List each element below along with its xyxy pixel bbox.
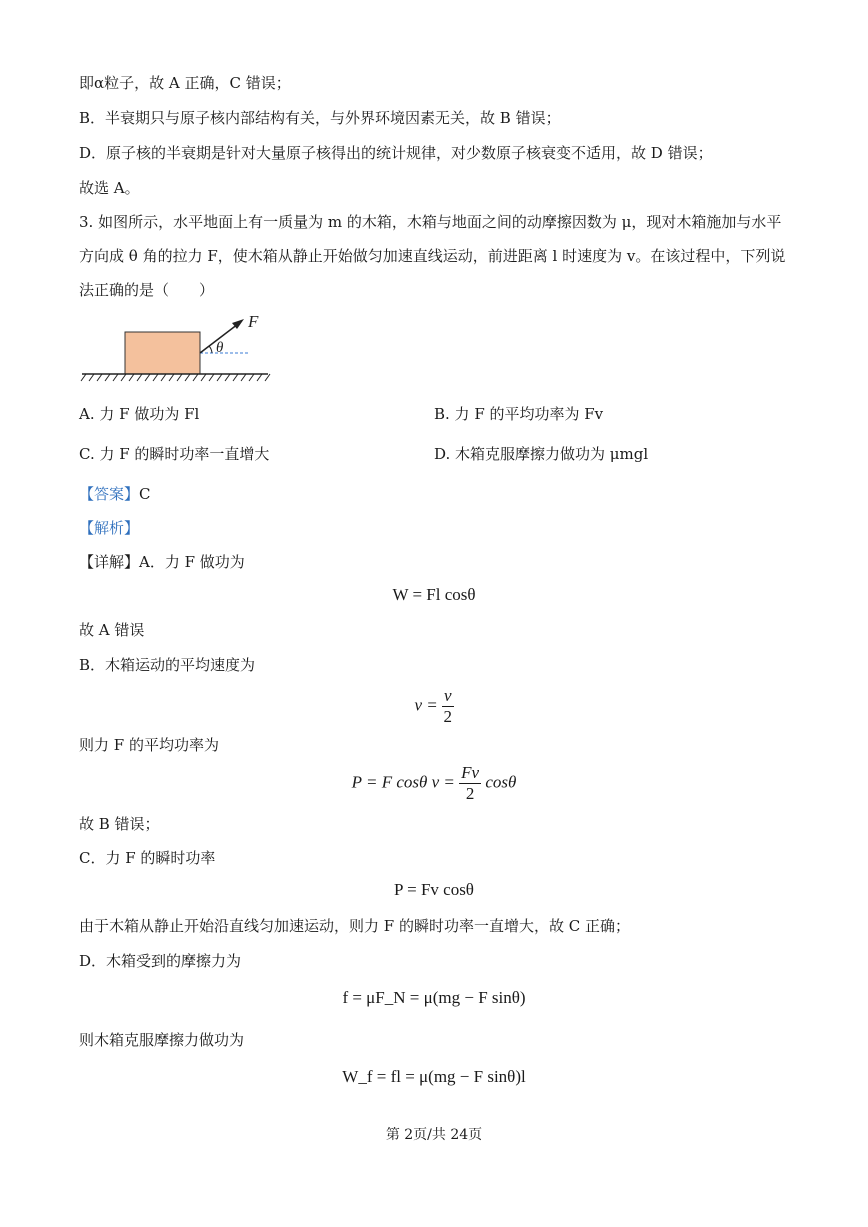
ground-hatching <box>81 374 270 381</box>
page-footer: 第 2页/共 24页 <box>385 1127 483 1143</box>
equation-average-power <box>0 763 868 804</box>
option-a[interactable]: A. 力 F 做功为 Fl <box>79 405 200 423</box>
option-b[interactable]: B. 力 F 的平均功率为 Fv <box>434 405 604 423</box>
question-3-line-3: 法正确的是（ ） <box>79 281 215 299</box>
detail-c-conclusion: 由于木箱从静止开始沿直线匀加速运动，则力 F 的瞬时功率一直增大，故 C 正确； <box>79 917 630 935</box>
equation-friction-work: W_f = fl = μ(mg − F sinθ)l <box>342 1067 526 1086</box>
equation-friction: f = μF_N = μ(mg − F sinθ) <box>342 988 526 1007</box>
force-label: F <box>248 312 259 331</box>
analysis-tag: 【解析】 <box>79 519 140 537</box>
eq3-denominator: 2 <box>465 784 475 803</box>
option-c[interactable]: C. 力 F 的瞬时功率一直增大 <box>79 445 270 463</box>
option-d[interactable]: D. 木箱克服摩擦力做功为 μmgl <box>434 445 649 463</box>
equation-instant-power: P = Fv cosθ <box>394 880 474 899</box>
eq2-fraction <box>442 686 454 727</box>
detail-c-intro: C．力 F 的瞬时功率 <box>79 849 216 867</box>
equation-average-velocity <box>0 686 868 727</box>
detail-d-mid: 则木箱克服摩擦力做功为 <box>79 1031 245 1049</box>
text-line-choose-a: 故选 A。 <box>79 179 140 197</box>
detail-tag: 【详解】 <box>79 553 140 571</box>
detail-a-intro <box>79 552 245 572</box>
eq3-numerator: Fv <box>461 763 480 782</box>
answer-tag: 【答案】 <box>79 485 140 503</box>
answer-row <box>79 484 151 504</box>
eq3-left: P = F cosθ v = <box>351 772 455 792</box>
answer-value: C <box>139 485 151 503</box>
eq2-numerator: v <box>443 686 452 705</box>
eq3-right: cosθ <box>485 772 517 792</box>
box-force-diagram <box>78 310 278 386</box>
angle-arc <box>209 346 212 353</box>
angle-label: θ <box>216 340 224 356</box>
detail-b-intro: B．木箱运动的平均速度为 <box>79 656 256 674</box>
detail-b-mid: 则力 F 的平均功率为 <box>79 736 219 754</box>
text-line-option-b: B．半衰期只与原子核内部结构有关，与外界环境因素无关，故 B 错误； <box>79 109 561 127</box>
text-line-alpha: 即α粒子，故 A 正确，C 错误； <box>79 74 291 92</box>
wooden-box <box>125 332 200 374</box>
eq3-fraction <box>459 763 481 804</box>
question-3-line-2: 方向成 θ 角的拉力 F，使木箱从静止开始做匀加速直线运动，前进距离 l 时速度为 v。在该过程中，下列说 <box>79 247 786 265</box>
text-line-option-d: D．原子核的半衰期是针对大量原子核得出的统计规律，对少数原子核衰变不适用，故 D 错误； <box>79 144 713 162</box>
question-3-line-1: 3. 如图所示，水平地面上有一质量为 m 的木箱，木箱与地面之间的动摩擦因数为 μ，现对木箱施加与水平 <box>79 213 782 231</box>
detail-a-conclusion: 故 A 错误 <box>79 621 145 639</box>
detail-d-intro: D．木箱受到的摩擦力为 <box>79 952 242 970</box>
eq2-denominator: 2 <box>443 707 452 726</box>
eq2-left: v = <box>414 695 438 715</box>
detail-a-text: A．力 F 做功为 <box>139 553 245 571</box>
equation-work: W = Fl cosθ <box>392 585 476 604</box>
detail-b-conclusion: 故 B 错误； <box>79 815 160 833</box>
